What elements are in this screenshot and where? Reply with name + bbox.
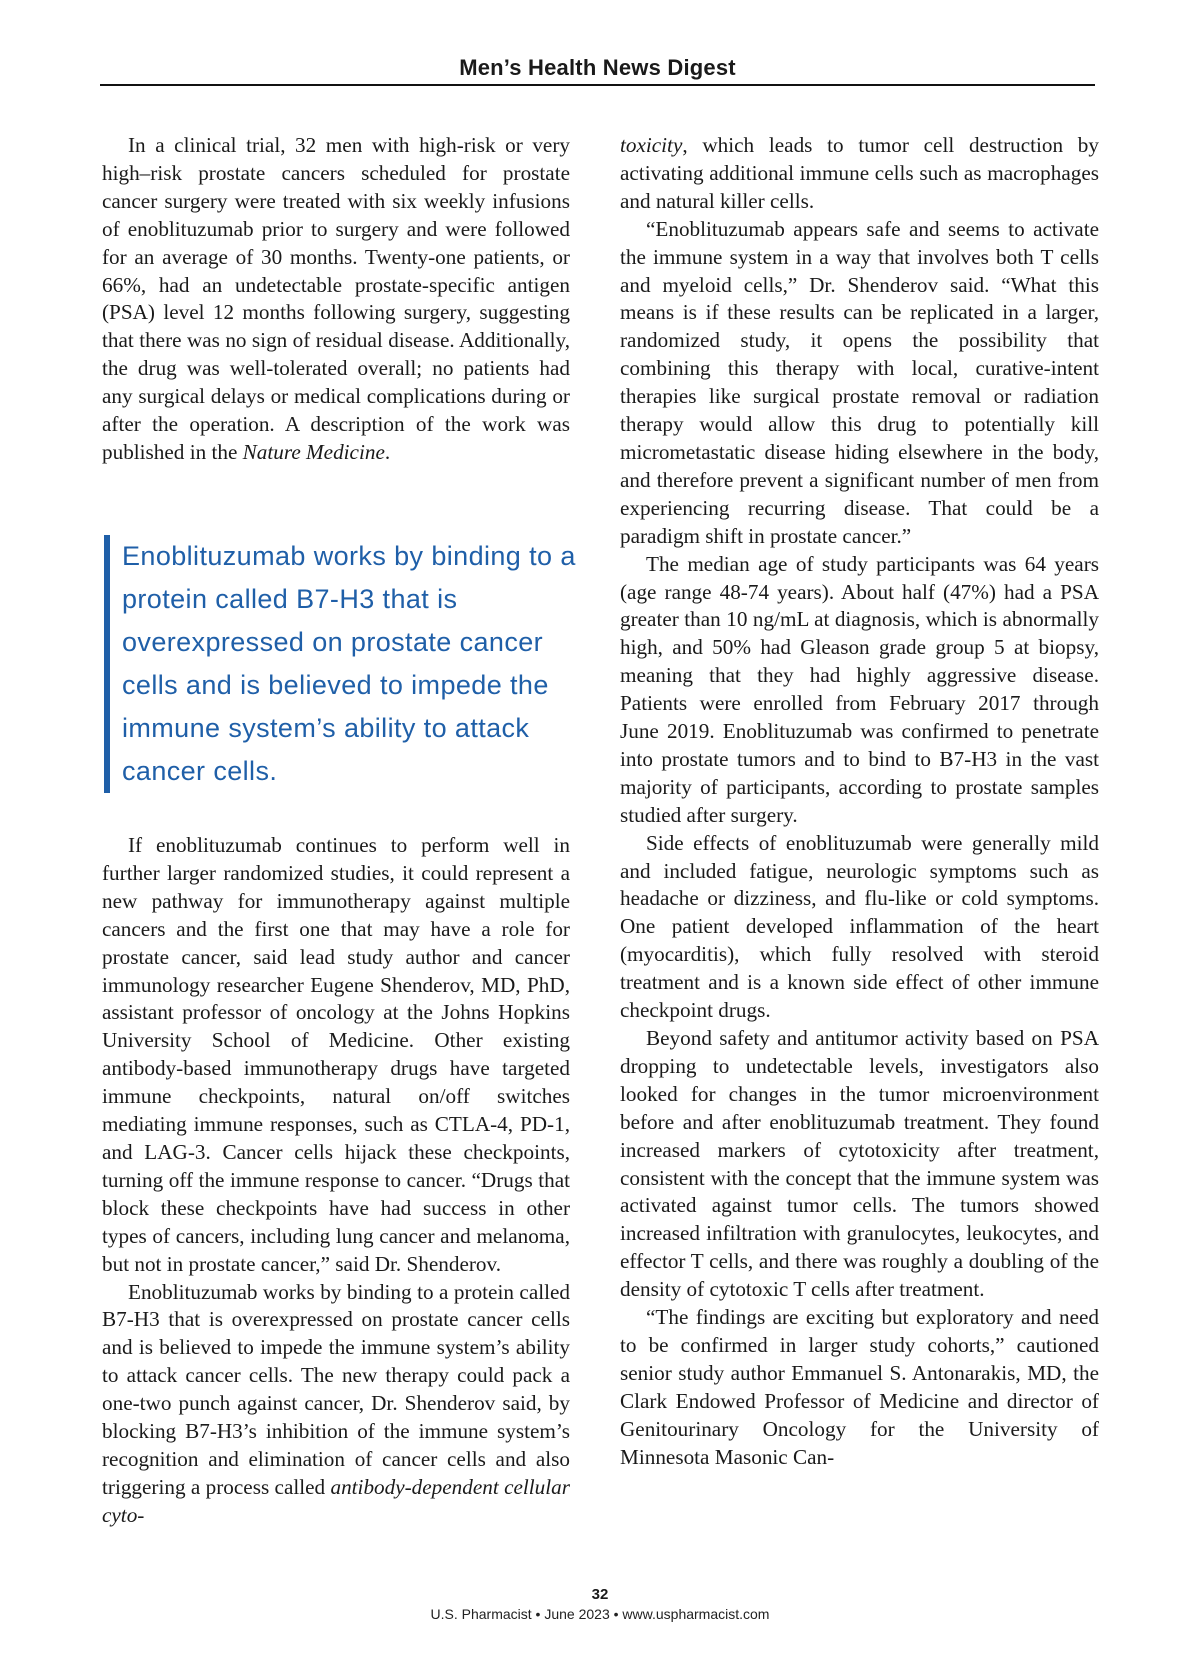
right-column [620, 132, 1099, 1472]
footer-source: U.S. Pharmacist • June 2023 • www.uspharmacist.com [430, 1606, 770, 1622]
paragraph: Side effects of enoblituzumab were generally mild and included fatigue, neurologic symptoms such as headache or dizziness, and flu-like or cold symptoms. One patient developed inflammation of the heart (myocarditis), which fully resolved with steroid treatment and is a known side effect of other immune checkpoint drugs. [620, 830, 1099, 1023]
paragraph: Enoblituzumab works by binding to a protein called B7-H3 that is overexpressed on prostate cancer cells and is believed to impede the immune system’s ability to attack cancer cells. The new therapy could pack a one-two punch against cancer, Dr. Shenderov said, by blocking B7-H3’s inhibition of the immune system’s recognition and elimination of cancer cells and also triggering a process called antibody-dependent cellular cyto- [102, 1279, 571, 1527]
paragraph: In a clinical trial, 32 men with high-risk or very high–risk prostate cancers scheduled for prostate cancer surgery were treated with six weekly infusions of enoblituzumab prior to surgery and were followed for an average of 30 months. Twenty-one patients, or 66%, had an undetectable prostate-specific antigen (PSA) level 12 months following surgery, suggesting that there was no sign of residual disease. Additionally, the drug was well-tolerated overall; no patients had any surgical delays or medical complications during or after the operation. A description of the work was published in the Nature Medicine. [102, 133, 570, 464]
publication-title: Men’s Health News Digest [459, 55, 736, 80]
page-number: 32 [591, 1586, 609, 1603]
pull-quote-text: Enoblituzumab works by binding to a protein called B7-H3 that is overexpressed on prostate cancer cells and is believed to impede the immune system’s ability to attack cancer cells. [122, 541, 576, 786]
paragraph: Beyond safety and antitumor activity based on PSA dropping to undetectable levels, investigators also looked for changes in the tumor microenvironment before and after enoblituzumab treatment. They found increased markers of cytotoxicity after treatment, consistent with the concept that the immune system was activated against tumor cells. The tumors showed increased infiltration with granulocytes, leukocytes, and effector T cells, and there was roughly a doubling of the density of cytotoxic T cells after treatment. [620, 1026, 1099, 1302]
paragraph: “Enoblituzumab appears safe and seems to activate the immune system in a way that involves both T cells and myeloid cells,” Dr. Shenderov said. “What this means is if these results can be replicated in a larger, randomized study, it opens the possibility that combining this therapy with local, curative-intent therapies like surgical prostate removal or radiation therapy would allow this drug to potentially kill micrometastatic disease hiding elsewhere in the body, and therefore prevent a significant number of men from experiencing recurring disease. That could be a paradigm shift in prostate cancer.” [620, 216, 1099, 548]
page-footer [0, 1586, 1200, 1624]
paragraph: “The findings are exciting but exploratory and need to be confirmed in larger study cohorts,” cautioned senior study author Emmanuel S. Antonarakis, MD, the Clark Endowed Professor of Medicine and director of Genitourinary Oncology for the University of Minnesota Masonic Can- [620, 1305, 1099, 1469]
page-header [100, 54, 1095, 86]
paragraph: If enoblituzumab continues to perform well in further larger randomized studies, it could represent a new pathway for immunotherapy against multiple cancers and the first one that may have a role for prostate cancer, said lead study author and cancer immunology researcher Eugene Shenderov, MD, PhD, assistant professor of oncology at the Johns Hopkins University School of Medicine. Other existing antibody-based immunotherapy drugs have targeted immune checkpoints, natural on/off switches mediating immune responses, such as CTLA-4, PD-1, and LAG-3. Cancer cells hijack these checkpoints, turning off the immune response to cancer. “Drugs that block these checkpoints have had success in other types of cancers, including lung cancer and melanoma, but not in prostate cancer,” said Dr. Shenderov. [102, 833, 570, 1276]
paragraph: toxicity, which leads to tumor cell destruction by activating additional immune cells such as macrophages and natural killer cells. [620, 133, 1099, 213]
left-column [102, 132, 570, 467]
pull-quote [104, 535, 592, 793]
paragraph: The median age of study participants was 64 years (age range 48-74 years). About half (47%) had a PSA greater than 10 ng/mL at diagnosis, which is abnormally high, and 50% had Gleason grade group 5 at biopsy, meaning that they had highly aggressive disease. Patients were enrolled from February 2017 through June 2019. Enoblituzumab was confirmed to penetrate into prostate tumors and to bind to B7-H3 in the vast majority of participants, according to prostate samples studied after surgery. [620, 551, 1099, 827]
left-column-bottom [102, 832, 570, 1530]
